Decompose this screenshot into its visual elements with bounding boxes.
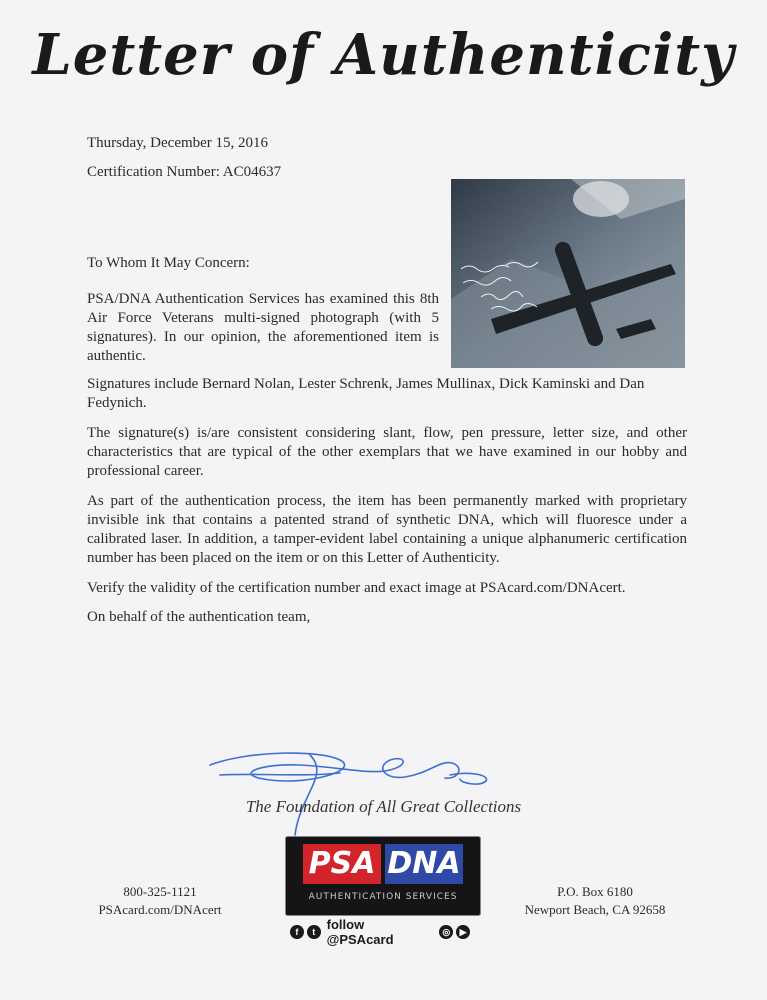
instagram-icon[interactable]: ◎ xyxy=(439,925,453,939)
paragraph-examination: PSA/DNA Authentication Services has examined this 8th Air Force Veterans multi-signed photograph (with 5 signatures). In our opinion, the aforementioned item is authentic. xyxy=(87,291,439,364)
social-handle[interactable]: follow @PSAcard xyxy=(326,917,394,947)
closing-line: On behalf of the authentication team, xyxy=(87,609,311,625)
paragraph-verify: Verify the validity of the certification number and exact image at PSAcard.com/DNAcert. xyxy=(87,580,626,596)
paragraph-authentication-process: As part of the authentication process, the item has been permanently marked with proprietary invisible ink that contains a patented strand of synthetic DNA, which will fluoresce under a calibrated laser. In addition, a tamper-evident label containing a unique alphanumeric certification number has been placed on the item or on this Letter of Authenticity. xyxy=(87,493,687,566)
twitter-icon[interactable]: t xyxy=(307,925,321,939)
city-state-zip: Newport Beach, CA 92658 xyxy=(524,902,666,917)
photograph-image xyxy=(451,179,685,368)
tagline: The Foundation of All Great Collections xyxy=(245,797,522,816)
website-link[interactable]: PSAcard.com/DNAcert xyxy=(98,902,222,917)
mailing-address xyxy=(520,883,670,919)
youtube-icon[interactable]: ▶ xyxy=(456,925,470,939)
certification-number: Certification Number: AC04637 xyxy=(87,164,282,180)
handwritten-signature xyxy=(190,745,510,845)
logo-psa-text: PSA xyxy=(303,844,381,884)
psa-dna-logo xyxy=(285,836,481,916)
po-box: P.O. Box 6180 xyxy=(557,884,633,899)
paragraph-signatures: Signatures include Bernard Nolan, Lester Schrenk, James Mullinax, Dick Kaminski and Dan Fedynich. xyxy=(87,376,645,411)
letter-date: Thursday, December 15, 2016 xyxy=(87,135,269,151)
social-bar xyxy=(290,917,470,947)
facebook-icon[interactable]: f xyxy=(290,925,304,939)
paragraph-consistency: The signature(s) is/are consistent considering slant, flow, pen pressure, letter size, and other characteristics that are typical of the other exemplars that we have examined in our hobby and professional career. xyxy=(87,425,687,479)
signed-photograph xyxy=(451,179,685,368)
logo-subtitle: AUTHENTICATION SERVICES xyxy=(308,892,458,902)
page-title: Letter of Authenticity xyxy=(32,22,735,88)
contact-phone-web xyxy=(95,883,225,919)
logo-dna-text: DNA xyxy=(385,844,463,884)
salutation: To Whom It May Concern: xyxy=(87,255,250,271)
phone-number: 800-325-1121 xyxy=(123,884,197,899)
